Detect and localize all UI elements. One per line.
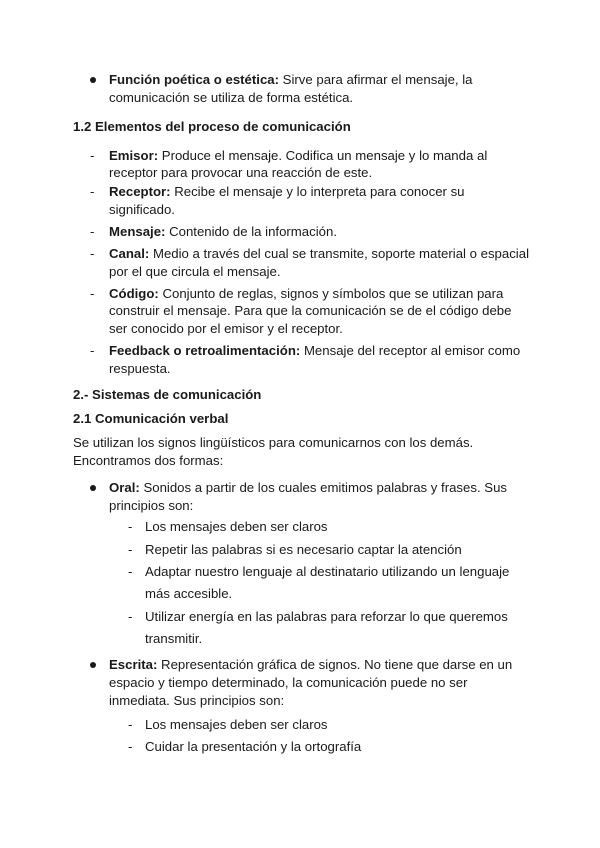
dash-icon: - <box>128 519 133 534</box>
item-text-cont: principios son: <box>109 498 194 513</box>
list-item <box>109 223 337 241</box>
item-term: Escrita: <box>109 657 158 672</box>
list-item <box>109 656 512 674</box>
item-text-cont: inmediata. Sus principios son: <box>109 693 285 708</box>
item-text: Produce el mensaje. Codifica un mensaje y lo manda al <box>158 148 488 163</box>
item-text-cont: receptor para provocar una reacción de este. <box>109 165 373 180</box>
item-text: Recibe el mensaje y lo interpreta para conocer su <box>170 184 465 199</box>
list-item <box>109 285 503 303</box>
item-text-cont: comunicación se utiliza de forma estética. <box>109 90 354 105</box>
bullet-icon <box>90 77 96 83</box>
section-heading: 2.- Sistemas de comunicación <box>73 387 262 402</box>
list-item <box>109 342 520 360</box>
list-item <box>109 147 487 165</box>
item-term: Receptor: <box>109 184 171 199</box>
dash-icon: - <box>128 739 133 754</box>
sub-list-item-cont: transmitir. <box>145 631 203 646</box>
item-text: Contenido de la información. <box>165 224 337 239</box>
dash-icon: - <box>90 286 95 301</box>
sub-list-item: Los mensajes deben ser claros <box>145 717 328 732</box>
subsection-heading: 2.1 Comunicación verbal <box>73 411 229 426</box>
item-term: Función poética o estética: <box>109 72 280 87</box>
dash-icon: - <box>128 609 133 624</box>
item-text: Sonidos a partir de los cuales emitimos palabras y frases. Sus <box>139 480 508 495</box>
dash-icon: - <box>128 564 133 579</box>
item-term: Canal: <box>109 246 150 261</box>
sub-list-item: Utilizar energía en las palabras para reforzar lo que queremos <box>145 609 508 624</box>
sub-list-item: Los mensajes deben ser claros <box>145 519 328 534</box>
item-text: Representación gráfica de signos. No tiene que darse en un <box>157 657 513 672</box>
dash-icon: - <box>128 717 133 732</box>
item-term: Mensaje: <box>109 224 166 239</box>
item-text: Mensaje del receptor al emisor como <box>300 343 521 358</box>
sub-list-item: Adaptar nuestro lenguaje al destinatario utilizando un lenguaje <box>145 564 510 579</box>
item-text-cont: significado. <box>109 202 175 217</box>
dash-icon: - <box>90 184 95 199</box>
dash-icon: - <box>90 246 95 261</box>
list-item <box>109 183 465 201</box>
sub-list-item: Cuidar la presentación y la ortografía <box>145 739 362 754</box>
list-item <box>109 71 473 89</box>
item-term: Feedback o retroalimentación: <box>109 343 301 358</box>
dash-icon: - <box>90 224 95 239</box>
item-text-cont: construir el mensaje. Para que la comunicación se de el código debe <box>109 303 512 318</box>
dash-icon: - <box>128 542 133 557</box>
item-text: Conjunto de reglas, signos y símbolos que se utilizan para <box>158 286 504 301</box>
item-term: Emisor: <box>109 148 159 163</box>
item-text-cont: por el que circula el mensaje. <box>109 264 281 279</box>
sub-list-item-cont: más accesible. <box>145 586 233 601</box>
item-term: Oral: <box>109 480 140 495</box>
bullet-icon <box>90 662 96 668</box>
item-text-cont: espacio y tiempo determinado, la comunicación puede no ser <box>109 675 468 690</box>
item-term: Código: <box>109 286 159 301</box>
paragraph-line: Encontramos dos formas: <box>73 453 224 468</box>
item-text: Medio a través del cual se transmite, soporte material o espacial <box>149 246 530 261</box>
item-text: Sirve para afirmar el mensaje, la <box>279 72 473 87</box>
list-item <box>109 479 507 497</box>
list-item <box>109 245 529 263</box>
section-heading: 1.2 Elementos del proceso de comunicación <box>73 119 351 134</box>
item-text-cont: ser conocido por el emisor y el receptor. <box>109 321 343 336</box>
bullet-icon <box>90 485 96 491</box>
dash-icon: - <box>90 343 95 358</box>
dash-icon: - <box>90 148 95 163</box>
sub-list-item: Repetir las palabras si es necesario captar la atención <box>145 542 462 557</box>
item-text-cont: respuesta. <box>109 361 171 376</box>
paragraph-line: Se utilizan los signos lingüísticos para comunicarnos con los demás. <box>73 435 474 450</box>
